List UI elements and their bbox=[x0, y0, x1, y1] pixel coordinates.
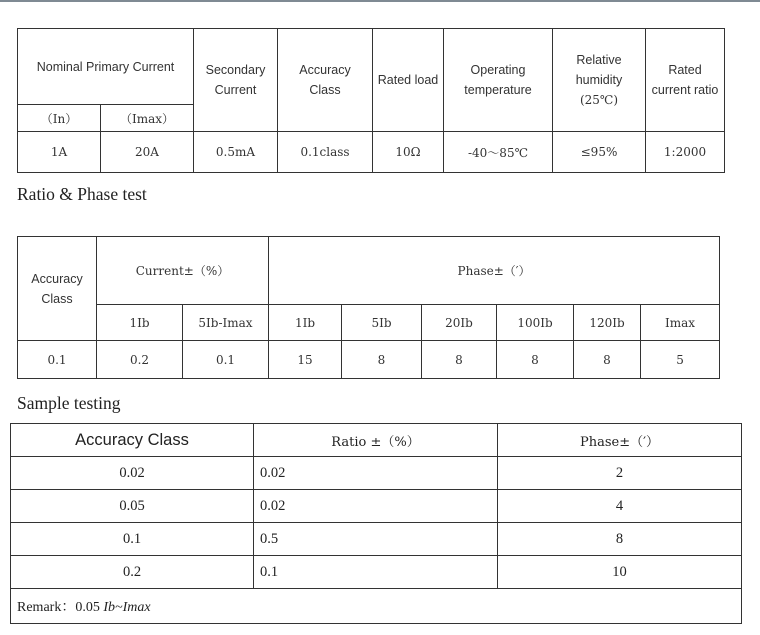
header-accuracy-class: Accuracy Class bbox=[18, 237, 97, 341]
table-cell: 0.05 bbox=[11, 490, 254, 523]
subheader-cell: 1Ib bbox=[97, 305, 183, 341]
header-operating-temperature: Operating temperature bbox=[444, 29, 553, 132]
header-rated-current-ratio: Rated current ratio bbox=[646, 29, 725, 132]
table-row bbox=[11, 457, 742, 490]
table-cell: 2 bbox=[498, 457, 742, 490]
subheader-cell: 120Ib bbox=[574, 305, 641, 341]
table-cell: 8 bbox=[342, 341, 422, 379]
cell-temperature-value: -40～85℃ bbox=[444, 132, 553, 173]
table-cell: 15 bbox=[269, 341, 342, 379]
header-relative-humidity bbox=[553, 29, 646, 132]
header-accuracy-class: Accuracy Class bbox=[278, 29, 373, 132]
subheader-cell: Imax bbox=[641, 305, 720, 341]
cell-rated-load-value: 10Ω bbox=[373, 132, 444, 173]
sample-testing-heading: Sample testing bbox=[17, 393, 121, 413]
subheader-cell: 1Ib bbox=[269, 305, 342, 341]
cell-secondary-value: 0.5mA bbox=[194, 132, 278, 173]
header-secondary-current: Secondary Current bbox=[194, 29, 278, 132]
subheader-cell: 20Ib bbox=[422, 305, 497, 341]
table-cell: 5 bbox=[641, 341, 720, 379]
table-cell: 0.5 bbox=[254, 523, 498, 556]
subheader-cell: 5Ib-Imax bbox=[183, 305, 269, 341]
table-cell: 0.2 bbox=[11, 556, 254, 589]
header-nominal-primary-current: Nominal Primary Current bbox=[18, 29, 194, 105]
ratio-phase-table bbox=[17, 236, 720, 379]
table-cell: 8 bbox=[497, 341, 574, 379]
subheader-cell: 100Ib bbox=[497, 305, 574, 341]
header-accuracy-class: Accuracy Class bbox=[11, 424, 254, 457]
cell-accuracy-value: 0.1class bbox=[278, 132, 373, 173]
table-cell: 0.02 bbox=[254, 457, 498, 490]
humidity-label: Relative humidity bbox=[575, 53, 623, 87]
specification-table bbox=[17, 28, 725, 173]
header-in: （In） bbox=[18, 105, 101, 132]
cell-ratio-value: 1:2000 bbox=[646, 132, 725, 173]
cell-in-value: 1A bbox=[18, 132, 101, 173]
table-cell: 8 bbox=[574, 341, 641, 379]
ratio-phase-test-heading: Ratio & Phase test bbox=[17, 184, 147, 204]
sample-testing-table bbox=[10, 423, 742, 624]
humidity-unit: (25℃) bbox=[579, 93, 619, 107]
header-current-tolerance: Current±（%） bbox=[97, 237, 269, 305]
table-cell: 4 bbox=[498, 490, 742, 523]
table-row bbox=[11, 523, 742, 556]
table-cell: 0.02 bbox=[11, 457, 254, 490]
table-row bbox=[18, 341, 720, 379]
table-cell: 0.02 bbox=[254, 490, 498, 523]
table-cell: 0.1 bbox=[11, 523, 254, 556]
header-ratio-tolerance: Ratio ±（%） bbox=[254, 424, 498, 457]
header-rated-load: Rated load bbox=[373, 29, 444, 132]
remark-range: Ib~Imax bbox=[103, 600, 151, 615]
subheader-cell: 5Ib bbox=[342, 305, 422, 341]
cell-humidity-value: ≤95% bbox=[553, 132, 646, 173]
top-divider bbox=[0, 0, 760, 2]
table-row bbox=[11, 556, 742, 589]
table-cell: 8 bbox=[498, 523, 742, 556]
header-imax: （Imax） bbox=[101, 105, 194, 132]
table-row bbox=[11, 490, 742, 523]
cell-imax-value: 20A bbox=[101, 132, 194, 173]
header-phase-tolerance: Phase±（′） bbox=[269, 237, 720, 305]
table-cell: 0.2 bbox=[97, 341, 183, 379]
remark-text: Remark：0.05 bbox=[17, 600, 104, 615]
remark-note bbox=[11, 589, 742, 624]
table-cell: 0.1 bbox=[18, 341, 97, 379]
table-cell: 0.1 bbox=[183, 341, 269, 379]
header-phase-tolerance: Phase±（′） bbox=[498, 424, 742, 457]
table-cell: 0.1 bbox=[254, 556, 498, 589]
table-cell: 10 bbox=[498, 556, 742, 589]
table-cell: 8 bbox=[422, 341, 497, 379]
